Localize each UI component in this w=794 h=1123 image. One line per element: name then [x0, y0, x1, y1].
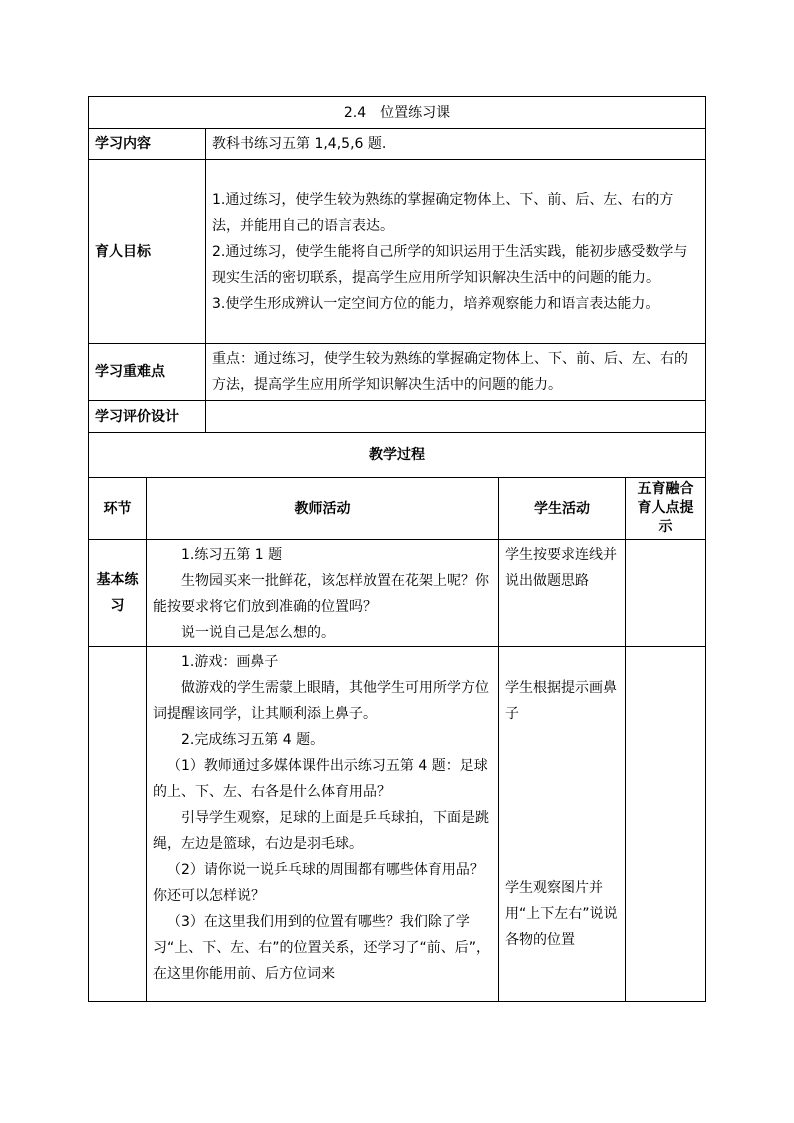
key-points-row: [89, 344, 706, 401]
header-student: 学生活动: [499, 478, 626, 540]
section-row: [89, 647, 706, 1002]
lesson-plan-table: [88, 96, 706, 1002]
teacher-line: 2.完成练习五第 4 题。: [181, 732, 325, 748]
section-teacher: [147, 647, 499, 1002]
teacher-line: （1）教师通过多媒体课件出示练习五第 4 题：足球的上、下、左、右各是什么体育用品？: [153, 758, 488, 800]
header-row: [89, 478, 706, 540]
teacher-line: 做游戏的学生需蒙上眼睛，其他学生可用所学方位词提醒该同学，让其顺利添上鼻子。: [153, 680, 489, 722]
header-teacher: 教师活动: [147, 478, 499, 540]
spacer: [505, 727, 619, 875]
teacher-line: 引导学生观察，足球的上面是乒乓球拍，下面是跳绳，左边是篮球，右边是羽毛球。: [153, 810, 489, 852]
section-tips: [626, 540, 706, 647]
goal-item: 3.使学生形成辨认一定空间方位的能力，培养观察能力和语言表达能力。: [212, 295, 660, 312]
lesson-title: 2.4 位置练习课: [89, 97, 706, 129]
header-stage: 环节: [89, 478, 147, 540]
key-points-value: 重点：通过练习，使学生较为熟练的掌握确定物体上、下、前、后、左、右的方法，提高学生应用所学知识解决生活中的问题的能力。: [206, 344, 706, 401]
section-stage: 基本练习: [89, 540, 147, 647]
teacher-line: 生物园买来一批鲜花，该怎样放置在花架上呢？你能按要求将它们放到准确的位置吗？: [153, 573, 489, 615]
header-tips: 五育融合育人点提示: [626, 478, 706, 540]
teacher-line: 1.练习五第 1 题: [181, 547, 283, 563]
process-title-row: [89, 433, 706, 478]
goals-value: [206, 160, 706, 344]
goals-row: [89, 160, 706, 344]
key-points-label: 学习重难点: [89, 344, 206, 401]
goals-label: 育人目标: [89, 160, 206, 344]
teacher-line: 说一说自己是怎么想的。: [181, 625, 335, 641]
goal-item: 1.通过练习，使学生较为熟练的掌握确定物体上、下、前、后、左、右的方法，并能用自己的语言表达。: [212, 191, 674, 234]
content-value: 教科书练习五第 1,4,5,6 题.: [206, 129, 706, 160]
evaluation-label: 学习评价设计: [89, 401, 206, 433]
content-row: [89, 129, 706, 160]
section-row: [89, 540, 706, 647]
teacher-line: 1.游戏：画鼻子: [181, 654, 279, 670]
teacher-line: （3）在这里我们用到的位置有哪些？我们除了学习“上、下、左、右”的位置关系，还学习了“前、后”，在这里你能用前、后方位词来: [153, 914, 491, 982]
evaluation-row: [89, 401, 706, 433]
student-note: 学生观察图片并用“上下左右”说说各物的位置: [505, 880, 618, 948]
goal-item: 2.通过练习，使学生能将自己所学的知识运用于生活实践，能初步感受数学与现实生活的密切联系，提高学生应用所学知识解决生活中的问题的能力。: [212, 243, 688, 286]
process-title: 教学过程: [89, 433, 706, 478]
section-tips: [626, 647, 706, 1002]
section-student: [499, 647, 626, 1002]
section-stage: [89, 647, 147, 1002]
teacher-line: （2）请你说一说乒乓球的周围都有哪些体育用品？你还可以怎样说？: [153, 862, 484, 904]
section-student: 学生按要求连线并说出做题思路: [499, 540, 626, 647]
evaluation-value: [206, 401, 706, 433]
section-teacher: [147, 540, 499, 647]
student-note: 学生根据提示画鼻子: [505, 680, 617, 722]
title-row: [89, 97, 706, 129]
content-label: 学习内容: [89, 129, 206, 160]
